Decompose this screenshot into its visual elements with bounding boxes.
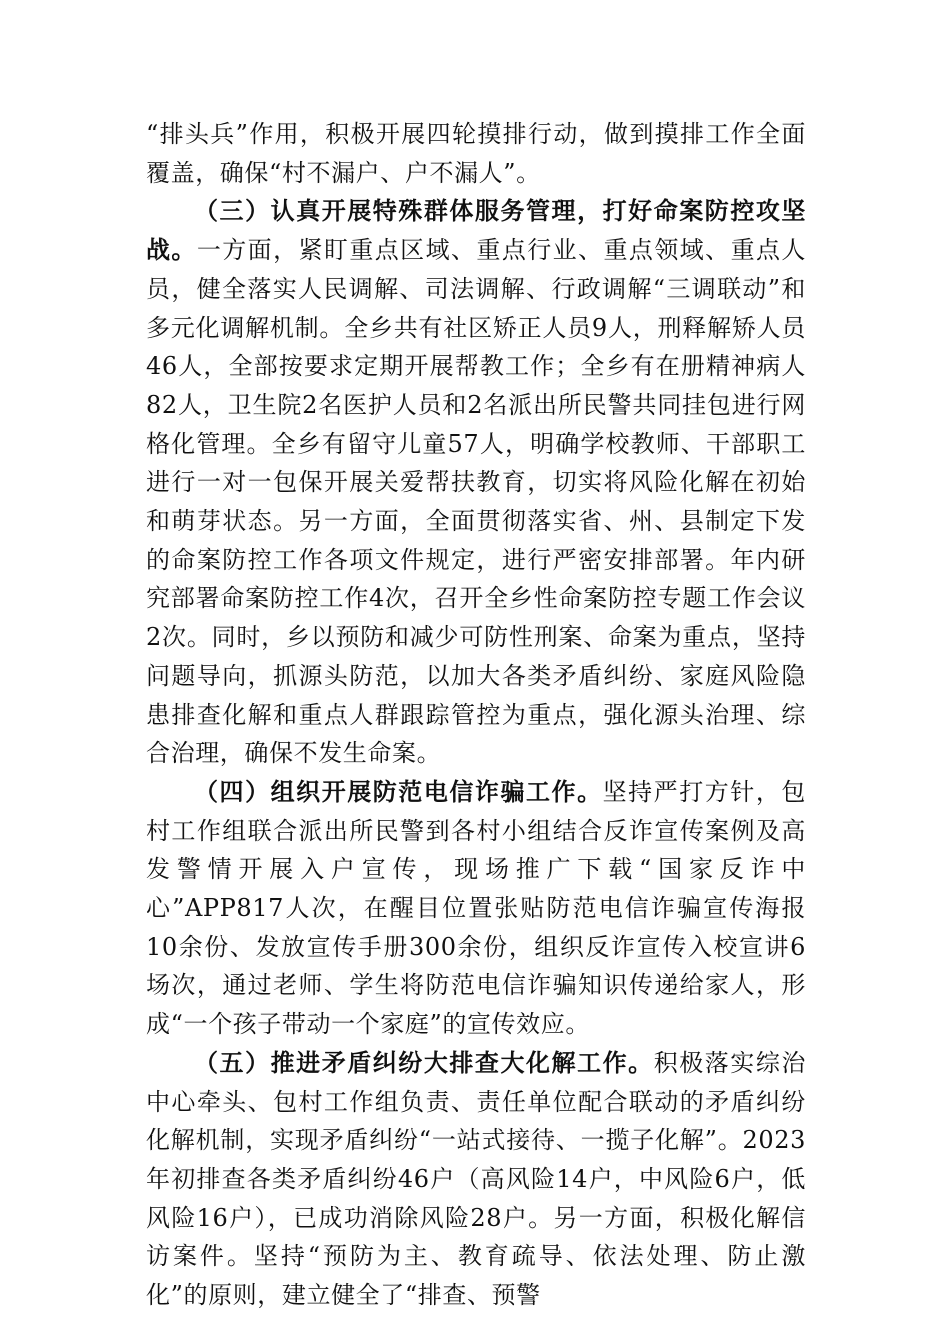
paragraph-section-3 <box>146 192 806 773</box>
paragraph-body: “排头兵”作用，积极开展四轮摸排行动，做到摸排工作全面覆盖，确保“村不漏户、户不漏人”。 <box>146 120 806 187</box>
paragraph-body: 积极落实综治中心牵头、包村工作组负责、责任单位配合联动的矛盾纠纷化解机制，实现矛盾纠纷“一站式接待、一揽子化解”。2023年初排查各类矛盾纠纷46户（高风险14户，中风险6户，低风险16户），已成功消除风险28户。另一方面，积极化解信访案件。坚持“预防为主、教育疏导、依法处理、防止激化”的原则，建立健全了“排查、预警 <box>146 1048 806 1310</box>
section-heading: （三）认真开展特殊群体服务管理，打好命案防控攻坚战。 <box>146 196 806 265</box>
paragraph-section-4 <box>146 773 806 1044</box>
paragraph-section-5 <box>146 1044 806 1315</box>
paragraph-continuation <box>146 115 806 192</box>
document-page <box>146 115 806 1315</box>
section-heading: （五）推进矛盾纠纷大排查大化解工作。 <box>194 1047 654 1077</box>
paragraph-body: 坚持严打方针，包村工作组联合派出所民警到各村小组结合反诈宣传案例及高发警情开展入户宣传，现场推广下载“国家反诈中心”APP817人次，在醒目位置张贴防范电信诈骗宣传海报10余份、发放宣传手册300余份，组织反诈宣传入校宣讲6场次，通过老师、学生将防范电信诈骗知识传递给家人，形成“一个孩子带动一个家庭”的宣传效应。 <box>146 777 806 1039</box>
paragraph-body: 一方面，紧盯重点区域、重点行业、重点领域、重点人员，健全落实人民调解、司法调解、行政调解“三调联动”和多元化调解机制。全乡共有社区矫正人员9人，刑释解矫人员46人，全部按要求定期开展帮教工作；全乡有在册精神病人82人，卫生院2名医护人员和2名派出所民警共同挂包进行网格化管理。全乡有留守儿童57人，明确学校教师、干部职工进行一对一包保开展关爱帮扶教育，切实将风险化解在初始和萌芽状态。另一方面，全面贯彻落实省、州、县制定下发的命案防控工作各项文件规定，进行严密安排部署。年内研究部署命案防控工作4次，召开全乡性命案防控专题工作会议2次。同时，乡以预防和减少可防性刑案、命案为重点，坚持问题导向，抓源头防范，以加大各类矛盾纠纷、家庭风险隐患排查化解和重点人群跟踪管控为重点，强化源头治理、综合治理，确保不发生命案。 <box>146 236 807 768</box>
section-heading: （四）组织开展防范电信诈骗工作。 <box>194 776 603 806</box>
